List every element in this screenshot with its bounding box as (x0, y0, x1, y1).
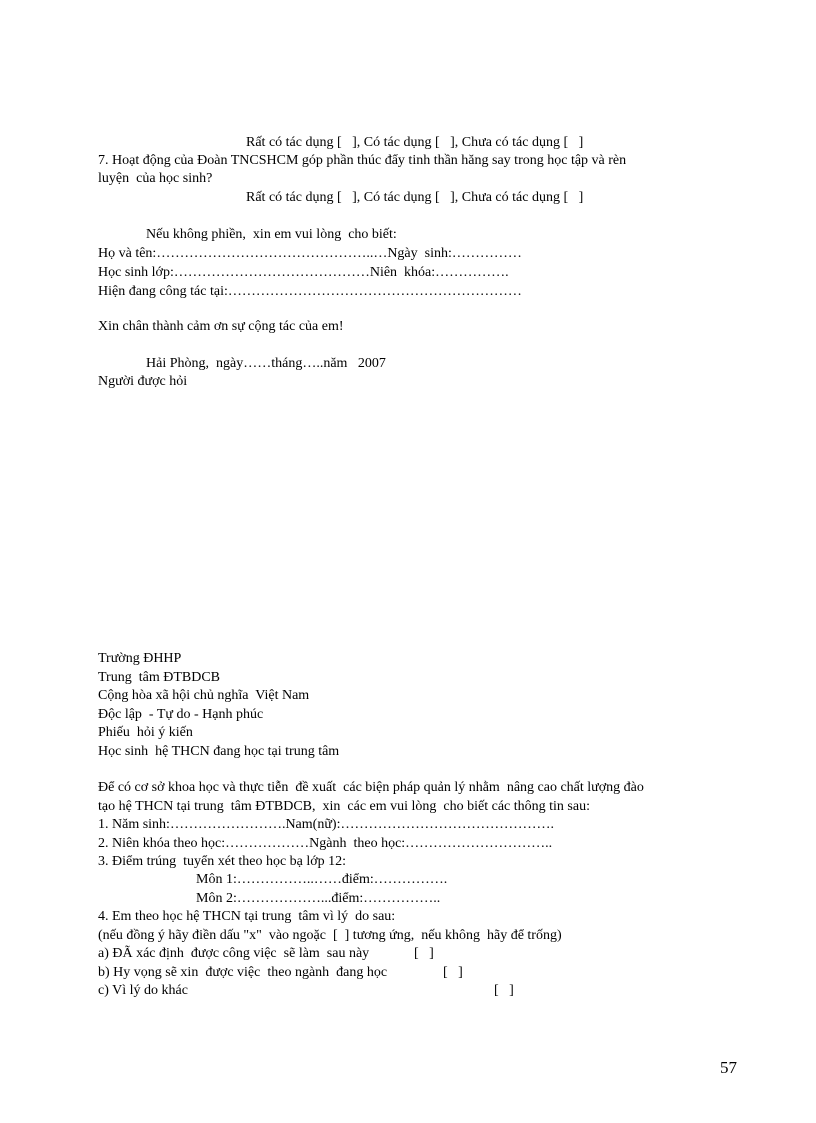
request-text: Nếu không phiền, xin em vui lòng cho biết: (146, 227, 397, 242)
form-title: Phiếu hỏi ý kiến (98, 725, 193, 740)
question-2: 2. Niên khóa theo học:………………Ngành theo học:………………………….. (98, 836, 553, 851)
subject-1-score: Môn 1:……………..……điểm:……………. (196, 872, 448, 887)
option-a-checkbox: [ ] (414, 946, 434, 961)
motto: Độc lập - Tự do - Hạnh phúc (98, 707, 264, 722)
question-7-line1: 7. Hoạt động của Đoàn TNCSHCM góp phần thúc đẩy tinh thần hăng say trong học tập và rèn (98, 153, 627, 168)
option-c-checkbox: [ ] (494, 983, 514, 998)
audience-line: Học sinh hệ THCN đang học tại trung tâm (98, 744, 340, 759)
intro-line2: tạo hệ THCN tại trung tâm ĐTBDCB, xin các em vui lòng cho biết các thông tin sau: (98, 799, 590, 814)
respondent-label: Người được hỏi (98, 374, 188, 389)
workplace-field: Hiện đang công tác tại:……………………………………………………… (98, 284, 522, 299)
question-1: 1. Năm sinh:…………………….Nam(nữ):………………………………………. (98, 817, 554, 832)
subject-2-score: Môn 2:………………...điểm:…………….. (196, 891, 441, 906)
page-number: 57 (720, 1058, 737, 1077)
option-c-label: c) Vì lý do khác (98, 983, 188, 998)
question-3: 3. Điểm trúng tuyển xét theo học bạ lớp 12: (98, 854, 347, 869)
option-b-label: b) Hy vọng sẽ xin được việc theo ngành đang học (98, 965, 388, 980)
class-year-field: Học sinh lớp:……………………………………Niên khóa:……………. (98, 265, 509, 280)
options-q7: Rất có tác dụng [ ], Có tác dụng [ ], Chưa có tác dụng [ ] (246, 190, 584, 205)
date-line: Hải Phòng, ngày……tháng…..năm 2007 (146, 356, 386, 371)
question-4-note: (nếu đồng ý hãy điền dấu "x" vào ngoặc [ ] tương ứng, nếu không hãy để trống) (98, 928, 562, 943)
option-b-checkbox: [ ] (443, 965, 463, 980)
question-4: 4. Em theo học hệ THCN tại trung tâm vì lý do sau: (98, 909, 396, 924)
thanks-text: Xin chân thành cảm ơn sự cộng tác của em! (98, 319, 344, 334)
republic-header: Cộng hòa xã hội chủ nghĩa Việt Nam (98, 688, 310, 703)
school-name: Trường ĐHHP (98, 651, 182, 666)
name-birthdate-field: Họ và tên:………………………………………..…Ngày sinh:…………… (98, 246, 522, 261)
options-q6: Rất có tác dụng [ ], Có tác dụng [ ], Chưa có tác dụng [ ] (246, 135, 584, 150)
option-a-label: a) ĐÃ xác định được công việc sẽ làm sau này (98, 946, 370, 961)
question-7-line2: luyện của học sinh? (98, 171, 213, 186)
intro-line1: Để có cơ sở khoa học và thực tiễn đề xuất các biện pháp quản lý nhằm nâng cao chất lượng đào (98, 780, 644, 795)
center-name: Trung tâm ĐTBDCB (98, 670, 221, 685)
